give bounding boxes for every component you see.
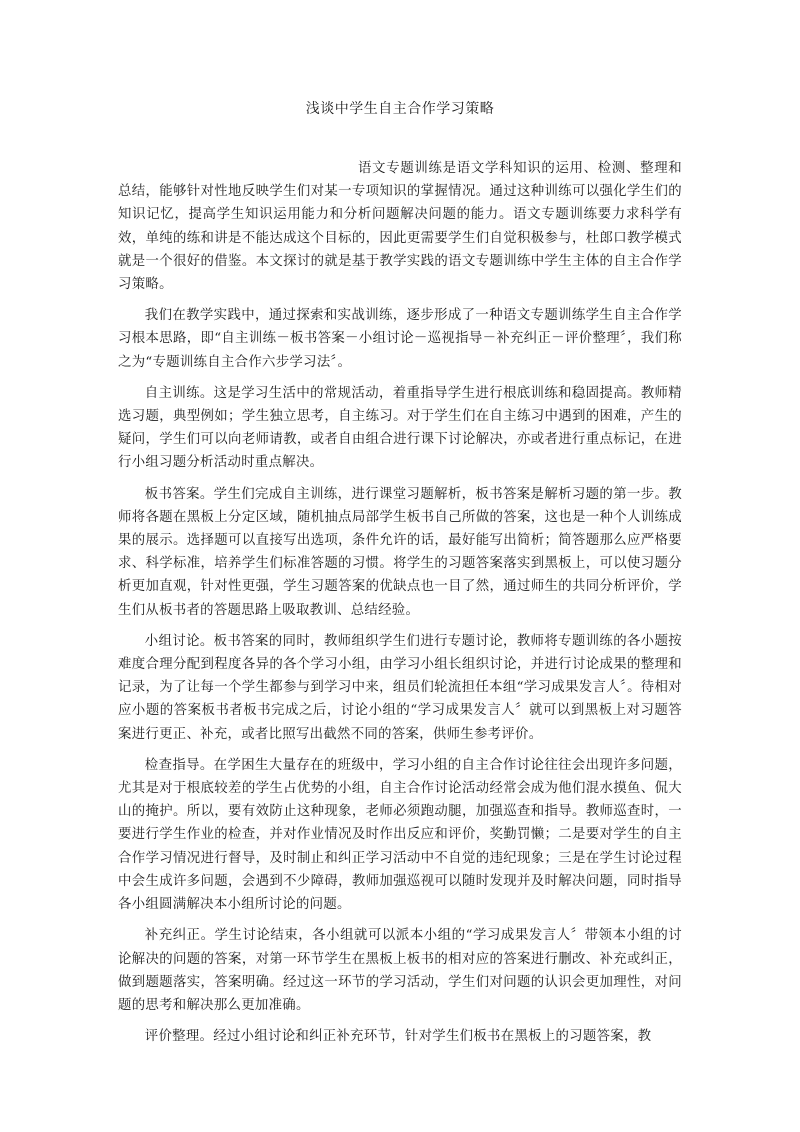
document-body (118, 157, 682, 1056)
paragraph: 我们在教学实践中，通过探索和实战训练，逐步形成了一种语文专题训练学生自主合作学习根本思路，即“自主训练－板书答案－小组讨论－巡视指导－补充纠正－评价整理〞，我们称之为“专题训练自主合作六步学习法〞。 (118, 308, 682, 370)
paragraph: 评价整理。经过小组讨论和纠正补充环节，针对学生们板书在黑板上的习题答案，教 (144, 1029, 652, 1045)
paragraph: 板书答案。学生们完成自主训练，进行课堂习题解析，板书答案是解析习题的第一步。教师将各题在黑板上分定区域，随机抽点局部学生板书自己所做的答案，这也是一种个人训练成果的展示。选择题可以直接写出选项，条件允许的话，最好能写出简析；简答题那么应严格要求、科学标准，培养学生们标准答题的习惯。将学生的习题答案落实到黑板上，可以使习题分析更加直观，针对性更强，学生习题答案的优缺点也一目了然，通过师生的共同分析评价，学生们从板书者的答题思路上吸取教训、总结经验。 (118, 486, 682, 618)
paragraph: 自主训练。这是学习生活中的常规活动，着重指导学生进行根底训练和稳固提高。教师精选习题，典型例如；学生独立思考，自主练习。对于学生们在自主练习中遇到的困难，产生的疑问，学生们可以向老师请教，或者自由组合进行课下讨论解决，亦或者进行重点标记，在进行小组习题分析活动时重点解决。 (118, 385, 682, 471)
paragraph: 小组讨论。板书答案的同时，教师组织学生们进行专题讨论，教师将专题训练的各小题按难度合理分配到程度各异的各个学习小组，由学习小组长组织讨论，并进行讨论成果的整理和记录，为了让每一个学生都参与到学习中来，组员们轮流担任本组“学习成果发言人〞。待相对应小题的答案板书者板书完成之后，讨论小组的“学习成果发言人〞就可以到黑板上对习题答案进行更正、补充，或者比照写出截然不同的答案，供师生参考评价。 (118, 633, 682, 742)
document-title: 浅谈中学生自主合作学习策略 (305, 101, 495, 117)
paragraph: 语文专题训练是语文学科知识的运用、检测、整理和总结，能够针对性地反映学生们对某一专项知识的掌握情况。通过这种训练可以强化学生们的知识记忆，提高学生知识运用能力和分析问题解决问题的能力。语文专题训练要力求科学有效，单纯的练和讲是不能达成这个目标的，因此更需要学生们自觉积极参与，杜郎口教学模式就是一个很好的借鉴。本文探讨的就是基于教学实践的语文专题训练中学生主体的自主合作学习策略。 (118, 161, 682, 293)
paragraph: 检查指导。在学困生大量存在的班级中，学习小组的自主合作讨论往往会出现许多问题，尤其是对于根底较差的学生占优势的小组，自主合作讨论活动经常会成为他们混水摸鱼、侃大山的掩护。所以，要有效防止这种现象，老师必须跑动腿，加强巡查和指导。教师巡查时，一要进行学生作业的检查，并对作业情况及时作出反应和评价，奖勤罚懒；二是要对学生的自主合作学习情况进行督导，及时制止和纠正学习活动中不自觉的违纪现象；三是在学生讨论过程中会生成许多问题，会遇到不少障碍，教师加强巡视可以随时发现并及时解决问题，同时指导各小组圆满解决本小组所讨论的问题。 (118, 757, 682, 913)
paragraph: 补充纠正。学生讨论结束，各小组就可以派本小组的“学习成果发言人〞带领本小组的讨论解决的问题的答案，对第一环节学生在黑板上板书的相对应的答案进行删改、补充或纠正，做到题题落实，答案明确。经过这一环节的学习活动，学生们对问题的认识会更加理性，对问题的思考和解决那么更加准确。 (118, 928, 682, 1013)
